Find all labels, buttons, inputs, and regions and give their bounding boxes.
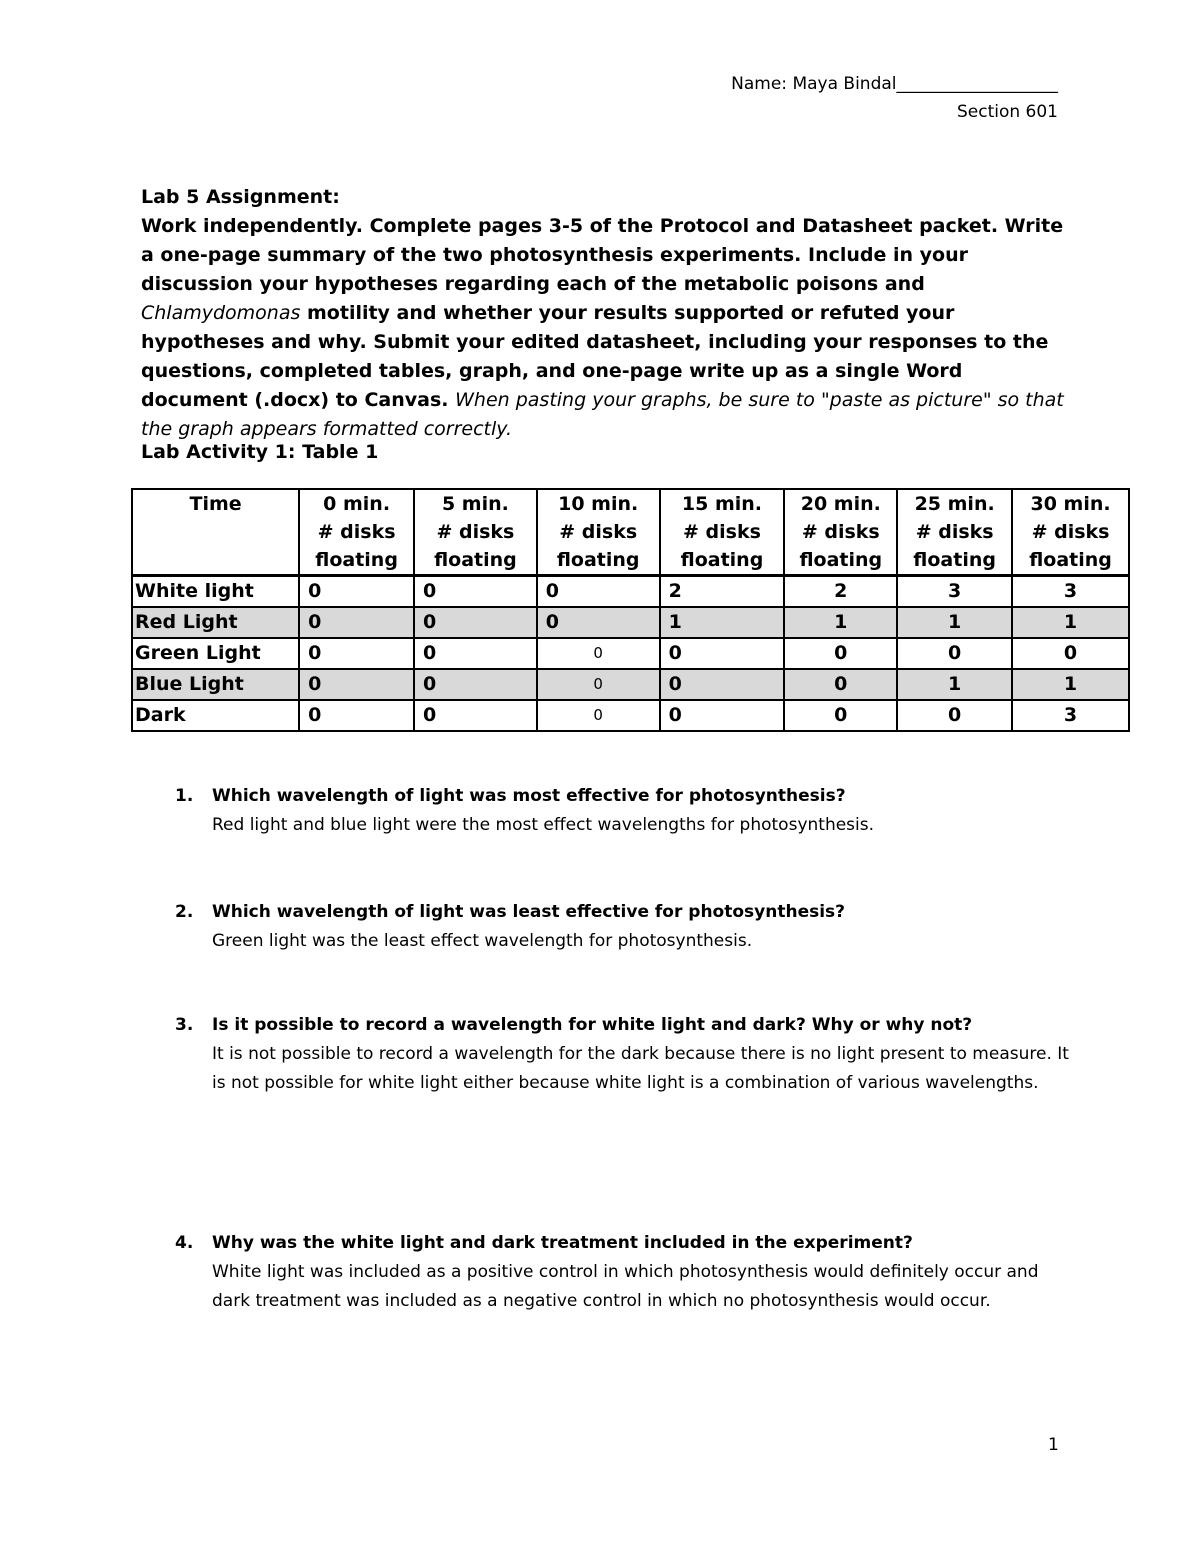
table-cell: 0 <box>414 669 537 700</box>
row-label: White light <box>132 576 299 608</box>
header-col: 10 min. # disks floating <box>537 489 660 576</box>
header-col: 30 min. # disks floating <box>1012 489 1129 576</box>
table-cell: 1 <box>897 607 1012 638</box>
table-cell: 1 <box>784 607 897 638</box>
question-text: Which wavelength of light was least effective for photosynthesis? <box>212 902 846 922</box>
table-cell: 0 <box>299 607 414 638</box>
header-col: 20 min. # disks floating <box>784 489 897 576</box>
table-row <box>132 607 1129 638</box>
question-text: Is it possible to record a wavelength for white light and dark? Why or why not? <box>212 1015 973 1035</box>
table-cell: 0 <box>299 576 414 608</box>
table-row <box>132 669 1129 700</box>
question-text: Which wavelength of light was most effective for photosynthesis? <box>212 786 846 806</box>
table-row <box>132 700 1129 731</box>
table-row <box>132 576 1129 608</box>
section-number: Section 601 <box>956 102 1058 122</box>
table-cell: 0 <box>784 700 897 731</box>
table-cell: 1 <box>1012 669 1129 700</box>
assignment-instructions <box>141 212 1071 444</box>
table-cell: 0 <box>414 638 537 669</box>
answer-text: Green light was the least effect wavelength for photosynthesis. <box>212 931 753 951</box>
answer-text: White light was included as a positive control in which photosynthesis would definitely occur and dark treatment was included as a negative control in which no photosynthesis would occur. <box>212 1262 1039 1311</box>
table-cell: 0 <box>299 638 414 669</box>
row-label: Dark <box>132 700 299 731</box>
organism-name: Chlamydomonas <box>141 302 301 324</box>
table-cell: 3 <box>897 576 1012 608</box>
header-col: 0 min. # disks floating <box>299 489 414 576</box>
table-cell: 0 <box>660 669 785 700</box>
header-col: 5 min. # disks floating <box>414 489 537 576</box>
table-cell: 1 <box>660 607 785 638</box>
answer-text: It is not possible to record a wavelength for the dark because there is no light present to measure. It is not possible for white light either because white light is a combination of various wavelengths. <box>212 1044 1069 1093</box>
question-4: 4. Why was the white light and dark treatment included in the experiment? White light was included as a positive control in which photosynthesis would definitely occur and dark treatment was included as a negative control in which no photosynthesis would occur. <box>175 1229 1075 1316</box>
table-cell: 0 <box>897 638 1012 669</box>
assignment-block <box>141 183 1071 444</box>
table-cell: 0 <box>1012 638 1129 669</box>
row-label: Blue Light <box>132 669 299 700</box>
table-cell: 0 <box>784 669 897 700</box>
question-2: 2. Which wavelength of light was least effective for photosynthesis? Green light was the least effect wavelength for photosynthesis. <box>175 898 1075 956</box>
question-1: 1. Which wavelength of light was most effective for photosynthesis? Red light and blue light were the most effect wavelengths for photosynthesis. <box>175 782 1075 840</box>
question-3: 3. Is it possible to record a wavelength for white light and dark? Why or why not? It is not possible to record a wavelength for the dark because there is no light present to measure. It is not possible for white light either because white light is a combination of various wavelengths. <box>175 1011 1075 1098</box>
header-col: 15 min. # disks floating <box>660 489 785 576</box>
table-cell: 0 <box>537 576 660 608</box>
table-cell: 0 <box>660 700 785 731</box>
table-cell: 3 <box>1012 700 1129 731</box>
answer-text: Red light and blue light were the most effect wavelengths for photosynthesis. <box>212 815 875 835</box>
table-cell: 0 <box>414 700 537 731</box>
table-row <box>132 638 1129 669</box>
question-text: Why was the white light and dark treatment included in the experiment? <box>212 1233 913 1253</box>
paste-note: When pasting your graphs, be sure to "paste as picture" so that the graph appears formatted correctly. <box>141 389 1064 440</box>
table-cell: 0 <box>897 700 1012 731</box>
table-cell: 0 <box>414 607 537 638</box>
table-cell: 0 <box>414 576 537 608</box>
table-title: Lab Activity 1: Table 1 <box>141 441 379 463</box>
table-header-row <box>132 489 1129 576</box>
table-cell: 0 <box>660 638 785 669</box>
assignment-text-1: Work independently. Complete pages 3-5 of the Protocol and Datasheet packet. Write a one-page summary of the two photosynthesis experiments. Include in your discussion your hypotheses regarding each of the metabolic poisons and <box>141 215 1064 295</box>
table-cell: 0 <box>537 669 660 700</box>
table-cell: 1 <box>897 669 1012 700</box>
table-cell: 0 <box>299 669 414 700</box>
table-cell: 0 <box>537 638 660 669</box>
table-cell: 0 <box>537 607 660 638</box>
row-label: Red Light <box>132 607 299 638</box>
row-label: Green Light <box>132 638 299 669</box>
table-cell: 3 <box>1012 576 1129 608</box>
header-col: 25 min. # disks floating <box>897 489 1012 576</box>
table-cell: 2 <box>660 576 785 608</box>
student-name: Name: Maya Bindal___________________ <box>731 74 1058 94</box>
table-cell: 0 <box>299 700 414 731</box>
header-time: Time <box>132 489 299 576</box>
data-table <box>131 488 1130 732</box>
table-cell: 2 <box>784 576 897 608</box>
page-number: 1 <box>1048 1435 1059 1455</box>
table-cell: 0 <box>784 638 897 669</box>
table-cell: 0 <box>537 700 660 731</box>
assignment-text-2: motility and whether your results supported or refuted your hypotheses and why. Submit your edited datasheet, including your responses to the questions, completed tables, graph, and one-page write up as a single Word document (.docx) to Canvas. <box>141 302 1049 411</box>
table-cell: 1 <box>1012 607 1129 638</box>
assignment-heading: Lab 5 Assignment: <box>141 186 340 208</box>
